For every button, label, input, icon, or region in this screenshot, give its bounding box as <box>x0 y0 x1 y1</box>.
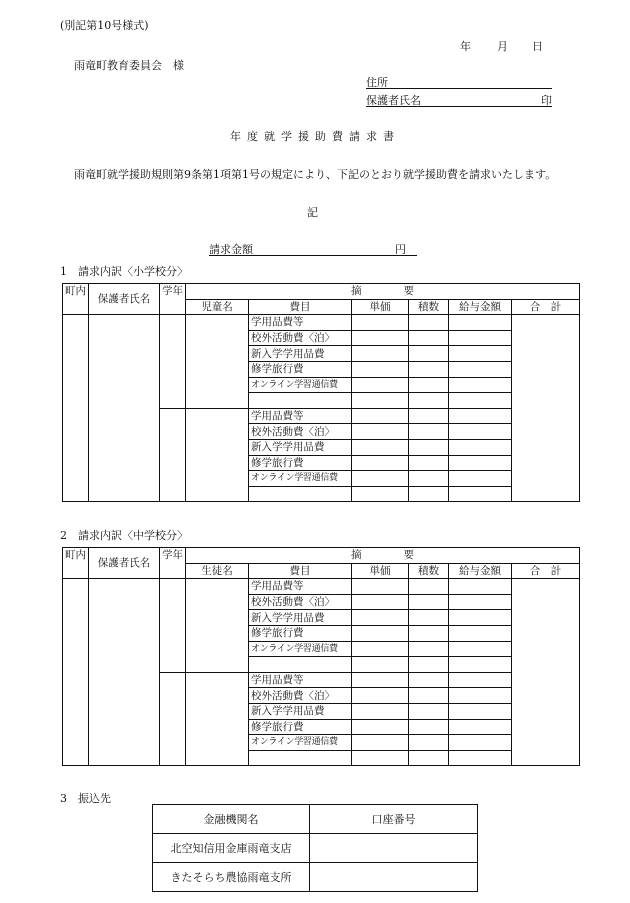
grade-header: 学年 <box>160 548 186 579</box>
total-cell[interactable] <box>512 579 580 766</box>
count-cell[interactable] <box>409 750 449 766</box>
expense-cell: 新入学学用品費 <box>249 346 352 362</box>
payment-cell[interactable] <box>449 377 512 393</box>
count-cell[interactable] <box>409 486 449 502</box>
unit-price-cell[interactable] <box>352 330 409 346</box>
guardian-header: 保護者氏名 <box>89 284 160 315</box>
count-cell[interactable] <box>409 657 449 673</box>
expense-cell: 修学旅行費 <box>249 361 352 377</box>
child-name-cell[interactable] <box>186 408 249 502</box>
expense-header: 費目 <box>249 563 352 579</box>
bank-name-cell: きたそらち農協雨竜支所 <box>153 863 310 892</box>
count-cell[interactable] <box>409 625 449 641</box>
count-cell[interactable] <box>409 439 449 455</box>
count-header: 積数 <box>409 563 449 579</box>
expense-cell: 新入学学用品費 <box>249 610 352 626</box>
addressee: 雨竜町教育委員会 様 <box>74 59 184 72</box>
grade-cell[interactable] <box>160 579 186 673</box>
grade-cell[interactable] <box>160 408 186 502</box>
expense-cell: 修学旅行費 <box>249 719 352 735</box>
expense-cell: 学用品費等 <box>249 408 352 424</box>
unit-price-cell[interactable] <box>352 688 409 704</box>
payment-cell[interactable] <box>449 579 512 595</box>
header-row <box>63 548 580 564</box>
payment-cell[interactable] <box>449 408 512 424</box>
guardian-name-label: 保護者氏名 <box>366 94 421 107</box>
payment-cell[interactable] <box>449 735 512 751</box>
unit-price-cell[interactable] <box>352 424 409 440</box>
address-field[interactable] <box>366 74 552 89</box>
payment-cell[interactable] <box>449 315 512 331</box>
account-number-cell[interactable] <box>310 834 478 863</box>
unit-price-cell[interactable] <box>352 315 409 331</box>
unit-price-cell[interactable] <box>352 408 409 424</box>
payment-cell[interactable] <box>449 471 512 487</box>
date-year: 年 <box>460 40 471 53</box>
payment-cell[interactable] <box>449 393 512 409</box>
unit-price-cell[interactable] <box>352 579 409 595</box>
unit-price-cell[interactable] <box>352 471 409 487</box>
unit-price-cell[interactable] <box>352 361 409 377</box>
count-cell[interactable] <box>409 735 449 751</box>
account-number-cell[interactable] <box>310 863 478 892</box>
expense-cell: 新入学学用品費 <box>249 703 352 719</box>
payment-cell[interactable] <box>449 641 512 657</box>
child-name-cell[interactable] <box>186 315 249 409</box>
expense-cell: 学用品費等 <box>249 579 352 595</box>
unit-price-cell[interactable] <box>352 735 409 751</box>
unit-price-cell[interactable] <box>352 455 409 471</box>
bank-heading: 3 振込先 <box>60 792 111 805</box>
unit-price-cell[interactable] <box>352 486 409 502</box>
ki-mark: 記 <box>307 206 318 219</box>
count-cell[interactable] <box>409 330 449 346</box>
town-header: 町内 <box>63 284 89 315</box>
grade-cell[interactable] <box>160 672 186 766</box>
count-cell[interactable] <box>409 315 449 331</box>
total-header: 合 計 <box>512 563 580 579</box>
expense-cell[interactable] <box>249 393 352 409</box>
payment-cell[interactable] <box>449 719 512 735</box>
count-cell[interactable] <box>409 610 449 626</box>
amount-field[interactable] <box>209 241 417 256</box>
grade-header: 学年 <box>160 284 186 315</box>
unit-price-cell[interactable] <box>352 393 409 409</box>
town-cell[interactable] <box>63 579 89 766</box>
expense-cell[interactable] <box>249 486 352 502</box>
account-number-header: 口座番号 <box>310 805 478 834</box>
bank-header-row <box>153 805 478 834</box>
child-name-header: 生徒名 <box>186 563 249 579</box>
count-cell[interactable] <box>409 424 449 440</box>
unit-price-cell[interactable] <box>352 594 409 610</box>
expense-cell: 学用品費等 <box>249 672 352 688</box>
payment-cell[interactable] <box>449 594 512 610</box>
seal-mark: 印 <box>541 94 552 107</box>
unit-price-cell[interactable] <box>352 625 409 641</box>
child-name-cell[interactable] <box>186 672 249 766</box>
table-row <box>63 315 580 331</box>
count-header: 積数 <box>409 299 449 315</box>
count-cell[interactable] <box>409 672 449 688</box>
amount-unit: 円 <box>395 243 406 256</box>
expense-cell: 校外活動費〈泊〉 <box>249 424 352 440</box>
child-name-header: 児童名 <box>186 299 249 315</box>
count-cell[interactable] <box>409 393 449 409</box>
bank-row <box>153 863 478 892</box>
header-row <box>63 284 580 300</box>
count-cell[interactable] <box>409 408 449 424</box>
summary-header: 摘 要 <box>186 548 580 564</box>
unit-price-cell[interactable] <box>352 346 409 362</box>
count-cell[interactable] <box>409 471 449 487</box>
payment-cell[interactable] <box>449 610 512 626</box>
form-number: (別記第10号様式) <box>60 19 149 32</box>
count-cell[interactable] <box>409 688 449 704</box>
payment-header: 給与金額 <box>449 563 512 579</box>
request-table <box>62 283 580 502</box>
count-cell[interactable] <box>409 579 449 595</box>
payment-cell[interactable] <box>449 361 512 377</box>
total-header: 合 計 <box>512 299 580 315</box>
expense-cell: 校外活動費〈泊〉 <box>249 594 352 610</box>
expense-cell[interactable] <box>249 750 352 766</box>
date-month: 月 <box>497 40 508 53</box>
expense-cell: オンライン学習通信費 <box>249 471 352 487</box>
unit-price-cell[interactable] <box>352 610 409 626</box>
payment-cell[interactable] <box>449 688 512 704</box>
expense-cell: 修学旅行費 <box>249 455 352 471</box>
expense-cell: 校外活動費〈泊〉 <box>249 330 352 346</box>
expense-cell: オンライン学習通信費 <box>249 641 352 657</box>
expense-cell: 校外活動費〈泊〉 <box>249 688 352 704</box>
guardian-cell[interactable] <box>89 579 160 766</box>
count-cell[interactable] <box>409 719 449 735</box>
unit-price-cell[interactable] <box>352 439 409 455</box>
payment-cell[interactable] <box>449 439 512 455</box>
count-cell[interactable] <box>409 455 449 471</box>
guardian-name-field[interactable] <box>366 92 552 107</box>
body-text: 雨竜町就学援助規則第9条第1項第1号の規定により、下記のとおり就学援助費を請求いたします。 <box>74 168 557 181</box>
town-header: 町内 <box>63 548 89 579</box>
request-table <box>62 547 580 766</box>
count-cell[interactable] <box>409 346 449 362</box>
bank-table <box>152 804 478 892</box>
payment-cell[interactable] <box>449 346 512 362</box>
child-name-cell[interactable] <box>186 579 249 673</box>
unit-price-header: 単価 <box>352 563 409 579</box>
count-cell[interactable] <box>409 361 449 377</box>
document-title: 年度就学援助費請求書 <box>230 130 400 143</box>
payment-cell[interactable] <box>449 672 512 688</box>
address-label: 住所 <box>366 76 388 89</box>
expense-cell: 修学旅行費 <box>249 625 352 641</box>
expense-cell[interactable] <box>249 657 352 673</box>
date-day: 日 <box>532 40 543 53</box>
town-cell[interactable] <box>63 315 89 502</box>
expense-cell: オンライン学習通信費 <box>249 735 352 751</box>
payment-cell[interactable] <box>449 625 512 641</box>
expense-cell: 新入学学用品費 <box>249 439 352 455</box>
guardian-header: 保護者氏名 <box>89 548 160 579</box>
unit-price-cell[interactable] <box>352 672 409 688</box>
count-cell[interactable] <box>409 641 449 657</box>
unit-price-cell[interactable] <box>352 657 409 673</box>
count-cell[interactable] <box>409 703 449 719</box>
payment-cell[interactable] <box>449 424 512 440</box>
guardian-cell[interactable] <box>89 315 160 502</box>
unit-price-cell[interactable] <box>352 377 409 393</box>
payment-cell[interactable] <box>449 330 512 346</box>
expense-cell: オンライン学習通信費 <box>249 377 352 393</box>
bank-name-cell: 北空知信用金庫雨竜支店 <box>153 834 310 863</box>
payment-cell[interactable] <box>449 703 512 719</box>
unit-price-cell[interactable] <box>352 719 409 735</box>
unit-price-cell[interactable] <box>352 703 409 719</box>
bank-name-header: 金融機関名 <box>153 805 310 834</box>
payment-cell[interactable] <box>449 486 512 502</box>
count-cell[interactable] <box>409 594 449 610</box>
unit-price-cell[interactable] <box>352 641 409 657</box>
payment-header: 給与金額 <box>449 299 512 315</box>
expense-header: 費目 <box>249 299 352 315</box>
payment-cell[interactable] <box>449 657 512 673</box>
grade-cell[interactable] <box>160 315 186 409</box>
section-heading-elementary: 1 請求内訳〈小学校分〉 <box>60 265 188 278</box>
table-row <box>63 579 580 595</box>
unit-price-cell[interactable] <box>352 750 409 766</box>
section-heading-junior: 2 請求内訳〈中学校分〉 <box>60 529 188 542</box>
total-cell[interactable] <box>512 315 580 502</box>
amount-label: 請求金額 <box>209 243 253 256</box>
bank-row <box>153 834 478 863</box>
payment-cell[interactable] <box>449 455 512 471</box>
unit-price-header: 単価 <box>352 299 409 315</box>
summary-header: 摘 要 <box>186 284 580 300</box>
payment-cell[interactable] <box>449 750 512 766</box>
count-cell[interactable] <box>409 377 449 393</box>
expense-cell: 学用品費等 <box>249 315 352 331</box>
